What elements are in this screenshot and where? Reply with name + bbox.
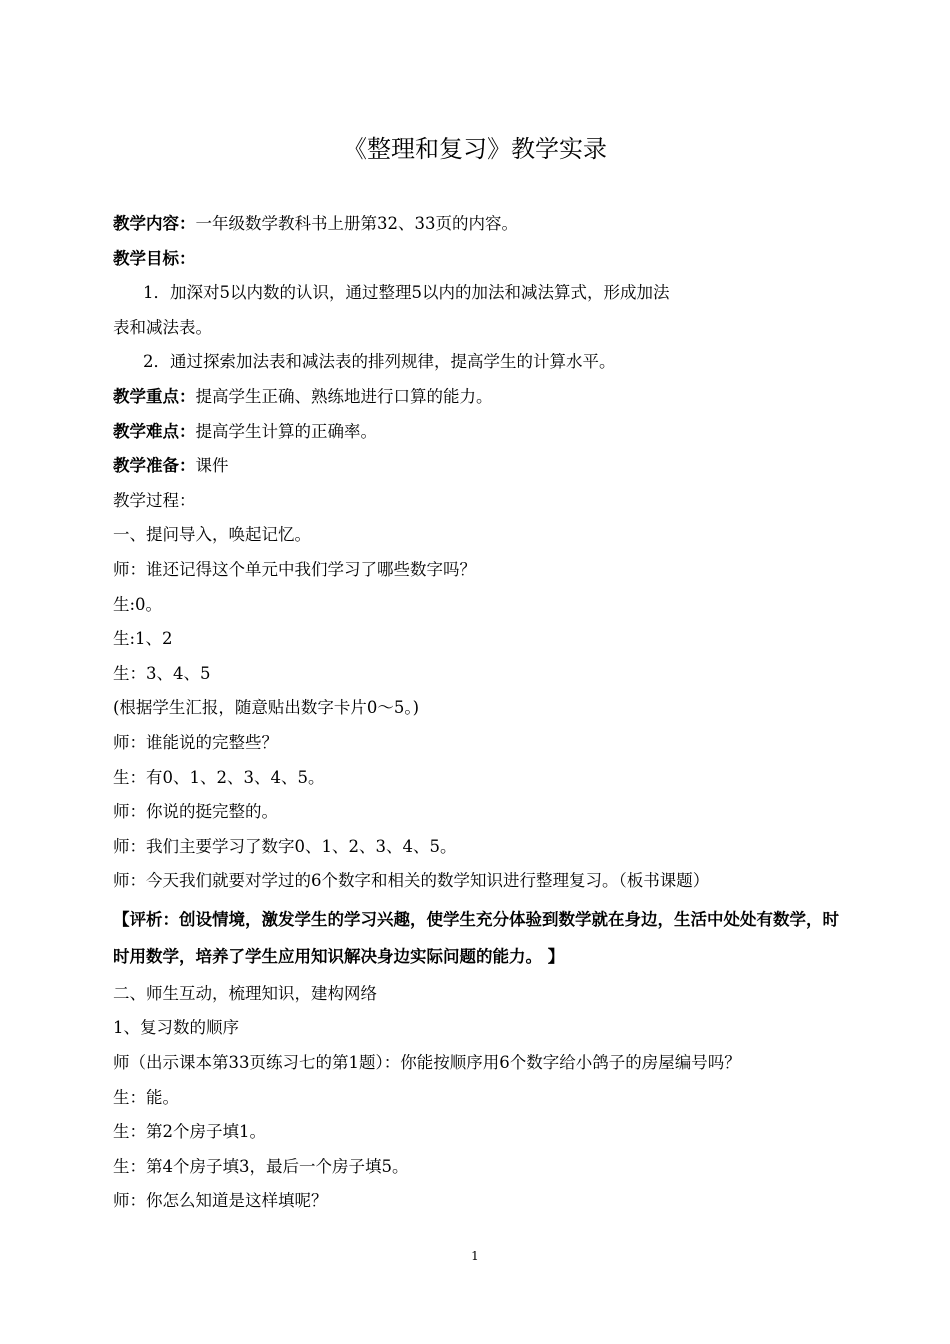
teaching-goals [113,242,853,277]
document-title: 《整理和复习》教学实录 [343,135,607,163]
dialogue-line: 师：你说的挺完整的。 [113,802,278,822]
prep-label: 教学准备： [113,456,196,476]
content-label: 教学内容： [113,214,196,233]
dialogue-line: 师：谁还记得这个单元中我们学习了哪些数字吗？ [113,559,476,579]
dialogue-line: 生：第4个房子填3，最后一个房子填5。 [113,1156,409,1176]
dialogue-line: 师：我们主要学习了数字0、1、2、3、4、5。 [113,836,457,856]
dialogue-line: 生：3、4、5 [113,663,211,683]
dialogue-line: 生：有0、1、2、3、4、5。 [113,767,325,787]
key-label: 教学重点： [113,386,196,406]
goal-2: 2．通过探索加法表和减法表的排列规律，提高学生的计算水平。 [143,352,616,372]
goals-label: 教学目标： [113,248,196,268]
dialogue-line: 生:0。 [113,594,163,614]
dialogue-line: 一、提问导入，唤起记忆。 [113,525,311,545]
goal-1-line-1: 1．加深对5以内数的认识，通过整理5以内的加法和减法算式，形成加法 [143,283,670,303]
dialogue-line: 生：能。 [113,1087,179,1107]
dialogue-line: 师：你怎么知道是这样填呢？ [113,1191,328,1211]
dialogue-line: 师：谁能说的完整些？ [113,732,278,752]
document-body [113,207,853,1219]
dialogue-line: 师（出示课本第33页练习七的第1题）：你能按顺序用6个数字给小鸽子的房屋编号吗？ [113,1053,741,1073]
teaching-key-point [113,380,853,415]
difficulty-label: 教学难点： [113,421,196,441]
prep-text: 课件 [195,456,229,476]
goal-1-line-2: 表和减法表。 [113,317,212,337]
teaching-difficulty [113,415,853,450]
dialogue-line: 生:1、2 [113,629,173,649]
dialogue-line: 师：今天我们就要对学过的6个数字和相关的数学知识进行整理复习。（板书课题） [113,871,710,891]
teaching-content [113,207,853,242]
process-label: 教学过程： [113,490,196,510]
commentary: 【评析：创设情境，激发学生的学习兴趣，使学生充分体验到数学就在身边，生活中处处有数学，时时用数学，培养了学生应用知识解决身边实际问题的能力。 】 [113,909,839,966]
content-text: 一年级数学教科书上册第32、33页的内容。 [195,214,518,233]
teaching-preparation [113,449,853,484]
dialogue-line: (根据学生汇报，随意贴出数字卡片0～5。) [113,698,420,718]
dialogue-line: 1、复习数的顺序 [113,1018,239,1038]
difficulty-text: 提高学生计算的正确率。 [195,421,377,441]
dialogue-line: 二、师生互动，梳理知识，建构网络 [113,983,377,1003]
key-text: 提高学生正确、熟练地进行口算的能力。 [195,386,493,406]
page-number: 1 [471,1249,479,1263]
dialogue-line: 生：第2个房子填1。 [113,1122,266,1142]
